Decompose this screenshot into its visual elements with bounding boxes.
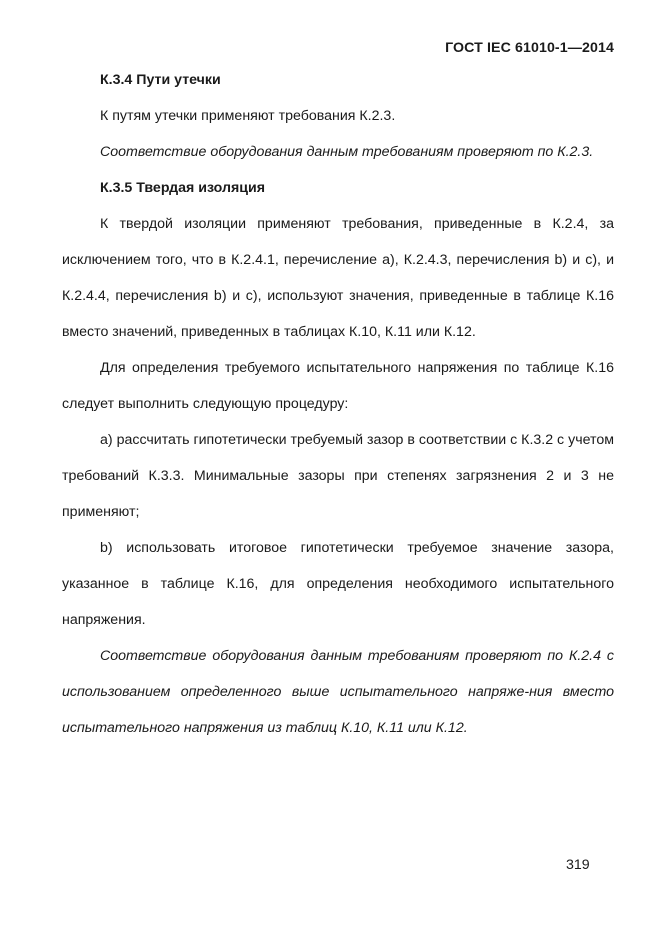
section-heading-k34: К.3.4 Пути утечки bbox=[100, 72, 221, 88]
list-item-b: b) использовать итоговое гипотетически требуемое значение зазора, указанное в таблице К.16, для определения необходимого испытательного напряжения. bbox=[62, 540, 614, 628]
compliance-paragraph: Соответствие оборудования данным требованиям проверяют по К.2.3. bbox=[100, 144, 594, 160]
document-body bbox=[62, 62, 614, 746]
paragraph: Для определения требуемого испытательного напряжения по таблице К.16 следует выполнить следующую процедуру: bbox=[62, 360, 614, 412]
section-heading-k35: К.3.5 Твердая изоляция bbox=[100, 180, 265, 196]
compliance-paragraph: Соответствие оборудования данным требованиям проверяют по К.2.4 с использованием определенного выше испытательного напряже-ния вместо испытательного напряжения из таблиц К.10, К.11 или К.12. bbox=[62, 648, 614, 736]
page-number: 319 bbox=[566, 857, 590, 873]
document-header: ГОСТ IEC 61010-1—2014 bbox=[445, 40, 614, 56]
paragraph: К твердой изоляции применяют требования, приведенные в К.2.4, за исключением того, что в К.2.4.1, перечисление а), К.2.4.3, перечисления b) и с), и К.2.4.4, перечисления b) и с), используют значения, приведенные в таблице К.16 вместо значений, приведенных в таблицах К.10, К.11 или К.12. bbox=[62, 216, 614, 340]
list-item-a: а) рассчитать гипотетически требуемый зазор в соответствии с К.3.2 с учетом требований К.3.3. Минимальные зазоры при степенях загрязнения 2 и 3 не применяют; bbox=[62, 432, 614, 520]
paragraph: К путям утечки применяют требования К.2.3. bbox=[100, 108, 396, 124]
